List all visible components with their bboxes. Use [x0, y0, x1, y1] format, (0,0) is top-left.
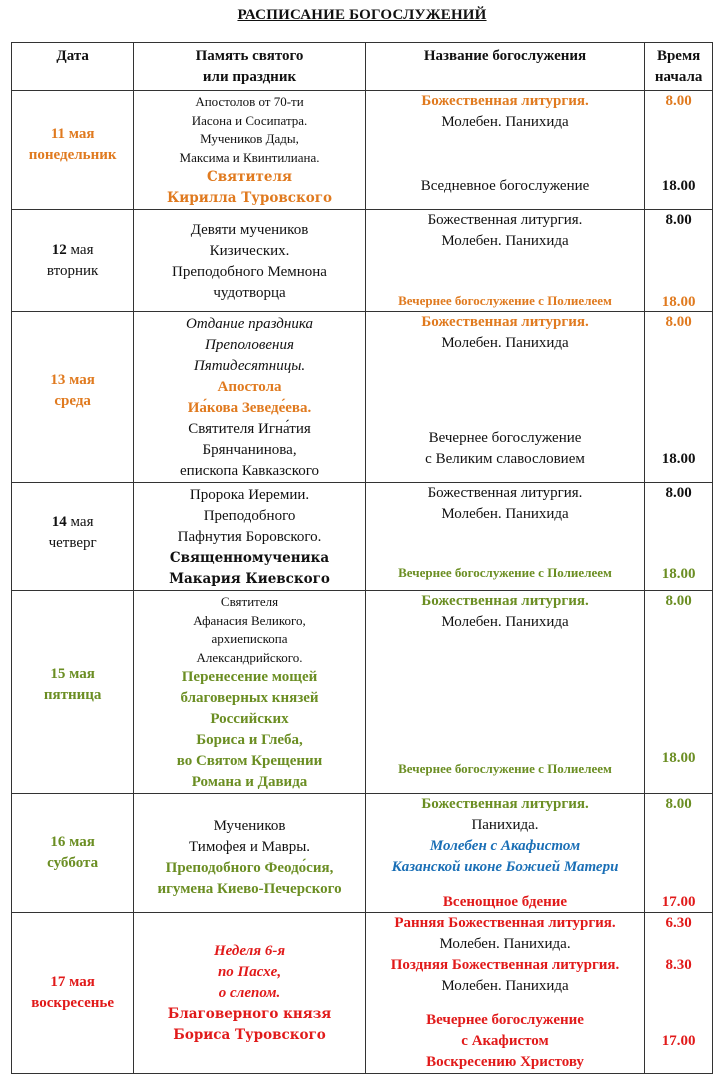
date-cell: 16 мая суббота — [12, 794, 134, 913]
date-cell: 11 мая понедельник — [12, 91, 134, 210]
header-date: Дата — [12, 43, 134, 91]
table-row — [12, 483, 713, 591]
saint-cell: Неделя 6-я по Пасхе, о слепом. Благоверного князя Бориса Туровского — [134, 913, 365, 1074]
time-cell: 8.00 18.00 — [645, 483, 713, 591]
header-row — [12, 43, 713, 91]
time-cell: 8.00 18.00 — [645, 210, 713, 312]
saint-cell: Пророка Иеремии. Преподобного Пафнутия Боровского. Священномученика Макария Киевского — [134, 483, 365, 591]
service-cell: Божественная литургия. Молебен. Панихида Вечернее богослужение с Великим славословием — [365, 312, 645, 483]
table-row — [12, 91, 713, 210]
service-cell: Божественная литургия. Молебен. Панихида Вечернее богослужение с Полиелеем — [365, 483, 645, 591]
table-row — [12, 794, 713, 913]
service-cell: Божественная литургия. Панихида. Молебен с Акафистом Казанской иконе Божией Матери Всенощное бдение — [365, 794, 645, 913]
date-cell: 14 мая четверг — [12, 483, 134, 591]
table-row — [12, 913, 713, 1074]
header-service: Название богослужения — [365, 43, 645, 91]
time-cell: 8.00 18.00 — [645, 91, 713, 210]
time-cell: 8.00 17.00 — [645, 794, 713, 913]
page-title: РАСПИСАНИЕ БОГОСЛУЖЕНИЙ — [237, 7, 487, 23]
date-cell: 17 мая воскресенье — [12, 913, 134, 1074]
saint-cell: Апостолов от 70-ти Иасона и Сосипатра. Мучеников Дады, Максима и Квинтилиана. Святителя Кирилла Туровского — [134, 91, 365, 210]
header-saint: Память святого или праздник — [134, 43, 365, 91]
service-cell: Божественная литургия. Молебен. Панихида Вечернее богослужение с Полиелеем — [365, 210, 645, 312]
date-cell: 12 мая вторник — [12, 210, 134, 312]
service-cell: Ранняя Божественная литургия. Молебен. Панихида. Поздняя Божественная литургия. Молебен. Панихида Вечернее богослужение с Акафистом Воскресению Христову — [365, 913, 645, 1074]
time-cell: 8.00 18.00 — [645, 312, 713, 483]
saint-cell: Девяти мучеников Кизических. Преподобного Мемнона чудотворца — [134, 210, 365, 312]
time-cell: 6.30 8.30 17.00 — [645, 913, 713, 1074]
header-time: Время начала — [645, 43, 713, 91]
service-cell: Божественная литургия. Молебен. Панихида Вседневное богослужение — [365, 91, 645, 210]
table-row — [12, 591, 713, 794]
date-cell: 13 мая среда — [12, 312, 134, 483]
schedule-table — [11, 42, 713, 1074]
saint-cell: Отдание праздника Преполовения Пятидесятницы. Апостола Иа́кова Зеведе́ева. Святителя Игна́тия Брянчанинова, епископа Кавказского — [134, 312, 365, 483]
service-cell: Божественная литургия. Молебен. Панихида Вечернее богослужение с Полиелеем — [365, 591, 645, 794]
date-cell: 15 мая пятница — [12, 591, 134, 794]
saint-cell: Святителя Афанасия Великого, архиепископа Александрийского. Перенесение мощей благоверных князей Российских Бориса и Глеба, во Святом Крещении Романа и Давида — [134, 591, 365, 794]
table-row — [12, 210, 713, 312]
table-row — [12, 312, 713, 483]
saint-cell: Мучеников Тимофея и Мавры. Преподобного Феодо́сия, игумена Киево-Печерского — [134, 794, 365, 913]
time-cell: 8.00 18.00 — [645, 591, 713, 794]
